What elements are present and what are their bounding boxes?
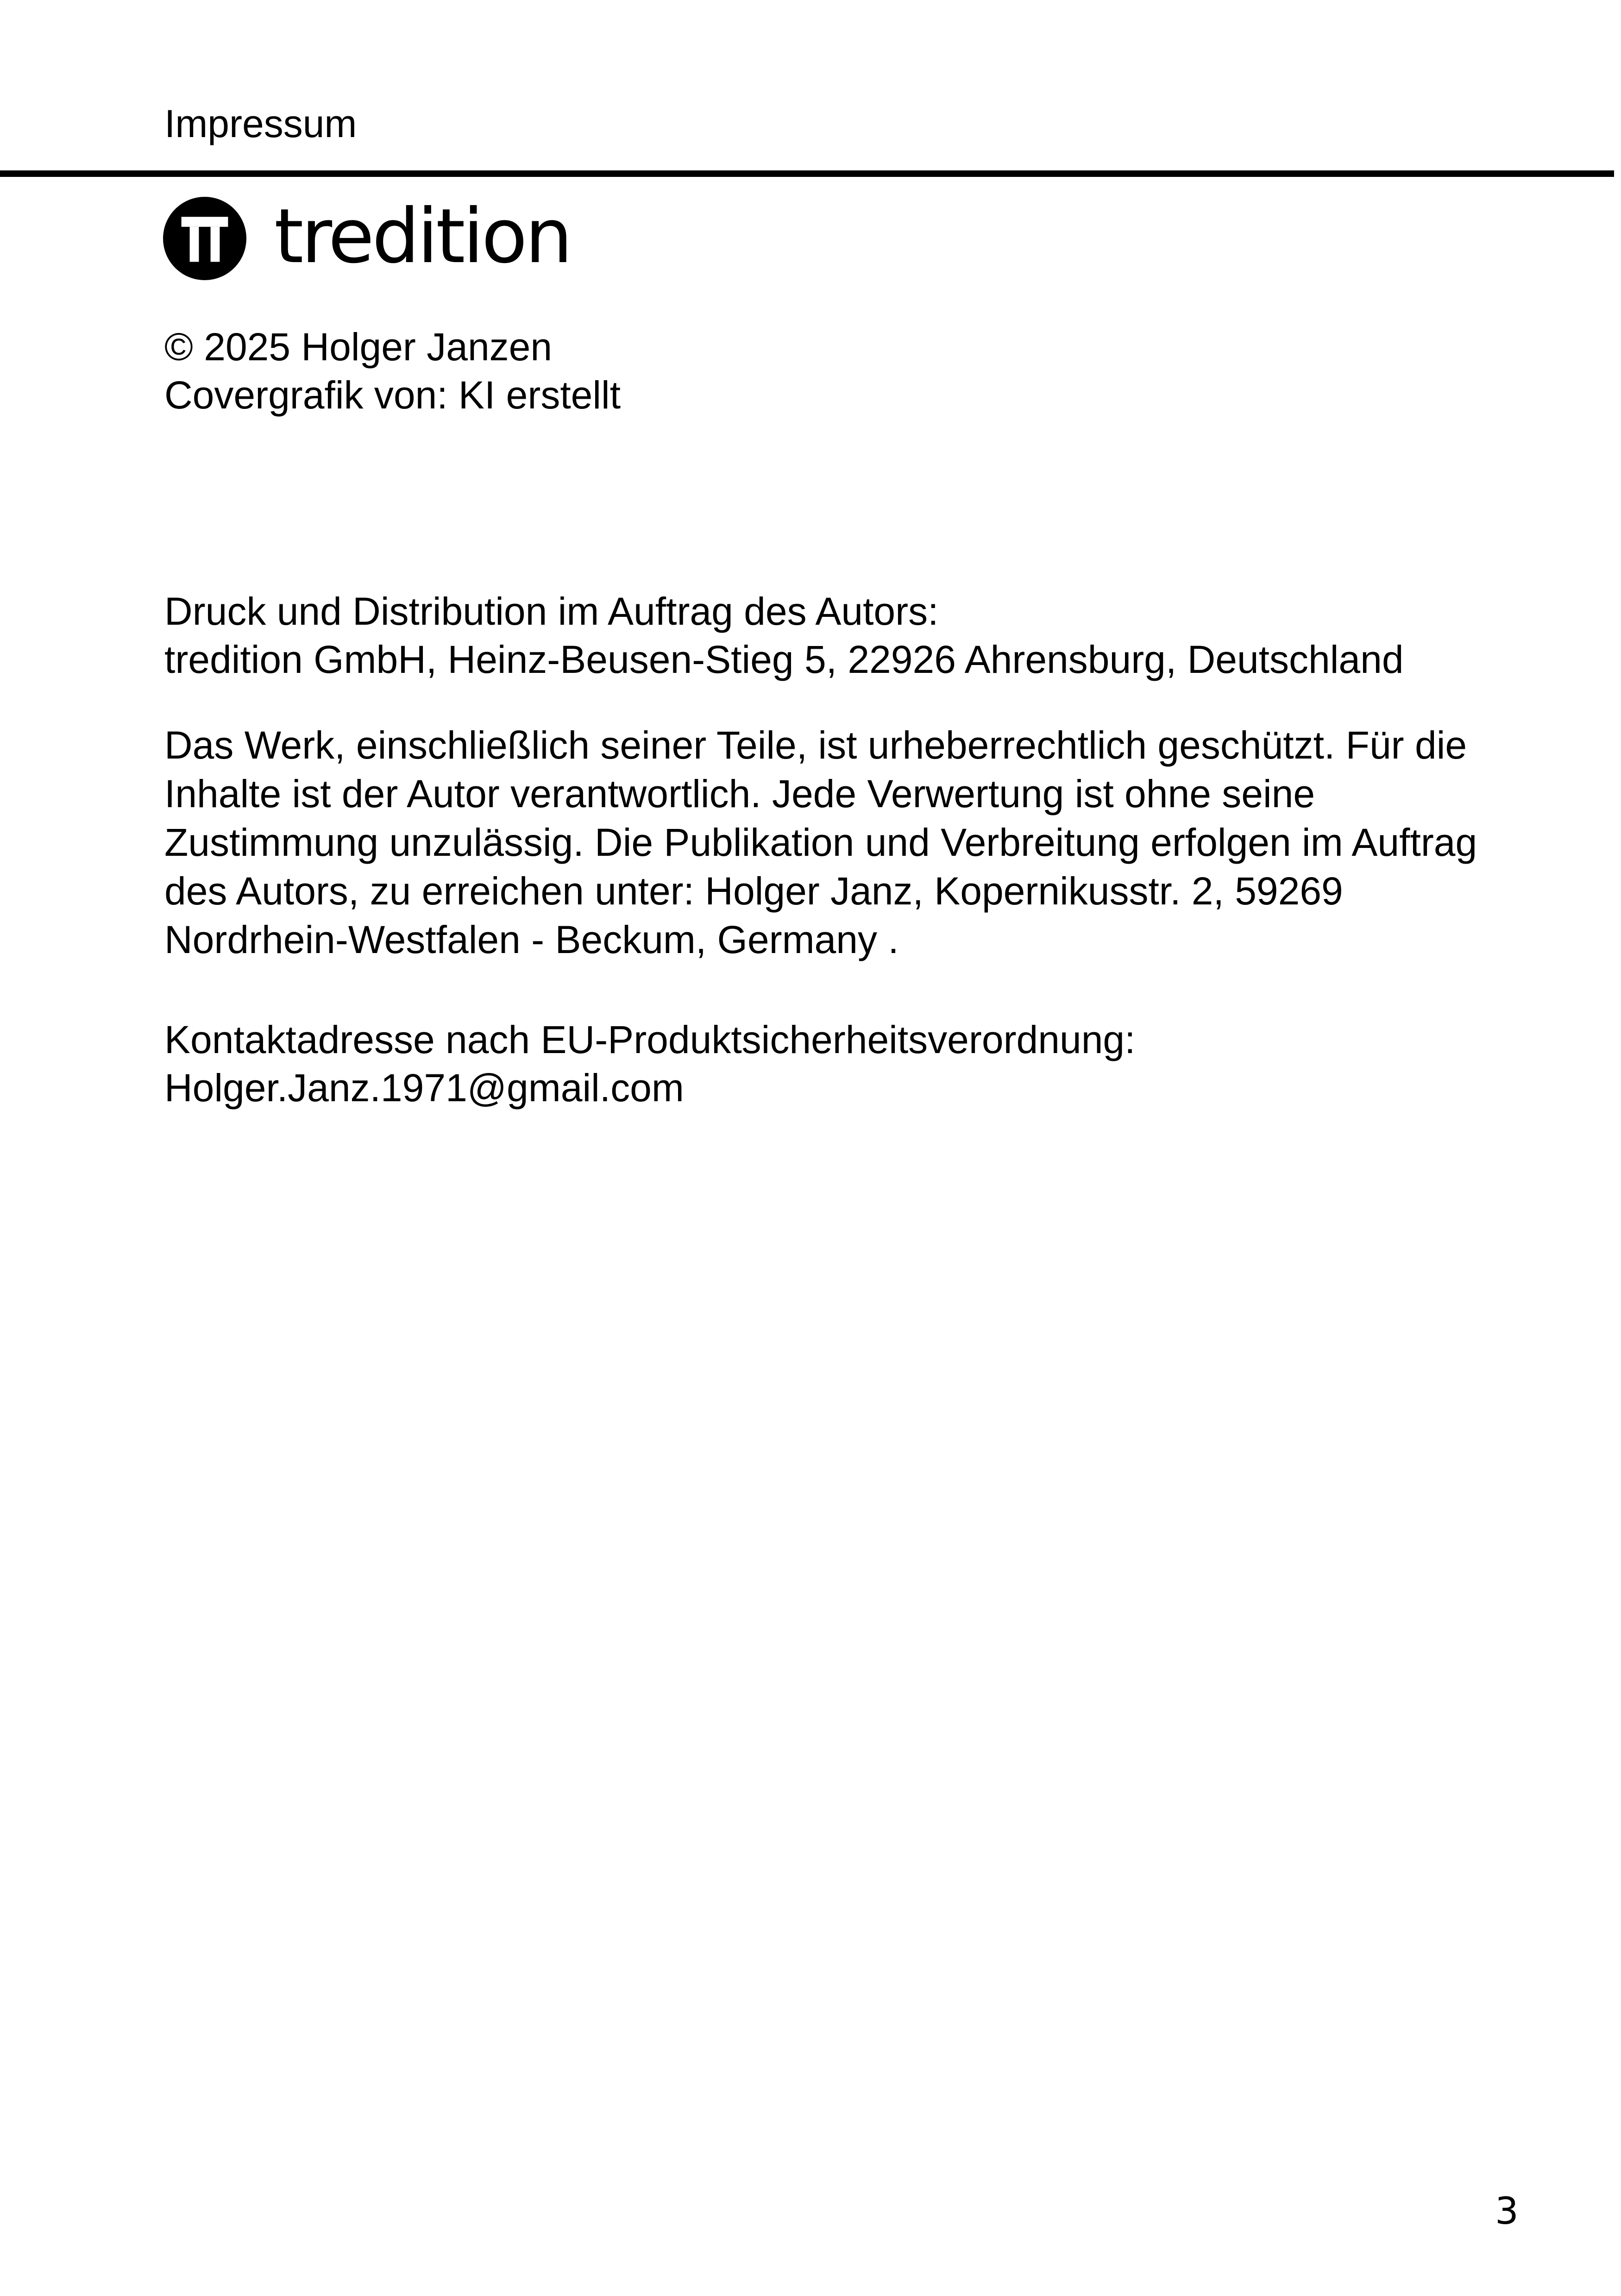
- copyright-block: [164, 323, 621, 419]
- logo-wordmark: tredition: [274, 193, 571, 280]
- publisher-address: tredition GmbH, Heinz-Beusen-Stieg 5, 22926 Ahrensburg, Deutschland: [164, 638, 1404, 682]
- contact-email: Holger.Janz.1971@gmail.com: [164, 1066, 684, 1110]
- cover-credit: Covergrafik von: KI erstellt: [164, 373, 621, 417]
- printing-heading: Druck und Distribution im Auftrag des Autors:: [164, 590, 939, 633]
- copyright-line: © 2025 Holger Janzen: [164, 325, 553, 369]
- page-header-title: Impressum: [164, 102, 357, 145]
- tredition-logo-icon: [163, 197, 246, 280]
- rights-paragraph: Das Werk, einschließlich seiner Teile, ist urheberrechtlich geschützt. Für die Inhalte ist der Autor verantwortlich. Jede Verwertung ist ohne seine Zustimmung unzulässig. Die Publikation und Verbreitung erfolgen im Auftrag des Autors, zu erreichen unter: Holger Janz, Kopernikusstr. 2, 59269 Nordrhein-Westfalen - Beckum, Germany .: [164, 723, 1477, 961]
- tredition-logo: [163, 193, 571, 280]
- contact-block: [164, 1016, 1135, 1112]
- printing-block: [164, 587, 1404, 684]
- page-number: 3: [1495, 2189, 1519, 2233]
- header-divider: [0, 170, 1614, 177]
- contact-heading: Kontaktadresse nach EU-Produktsicherheitsverordnung:: [164, 1018, 1136, 1061]
